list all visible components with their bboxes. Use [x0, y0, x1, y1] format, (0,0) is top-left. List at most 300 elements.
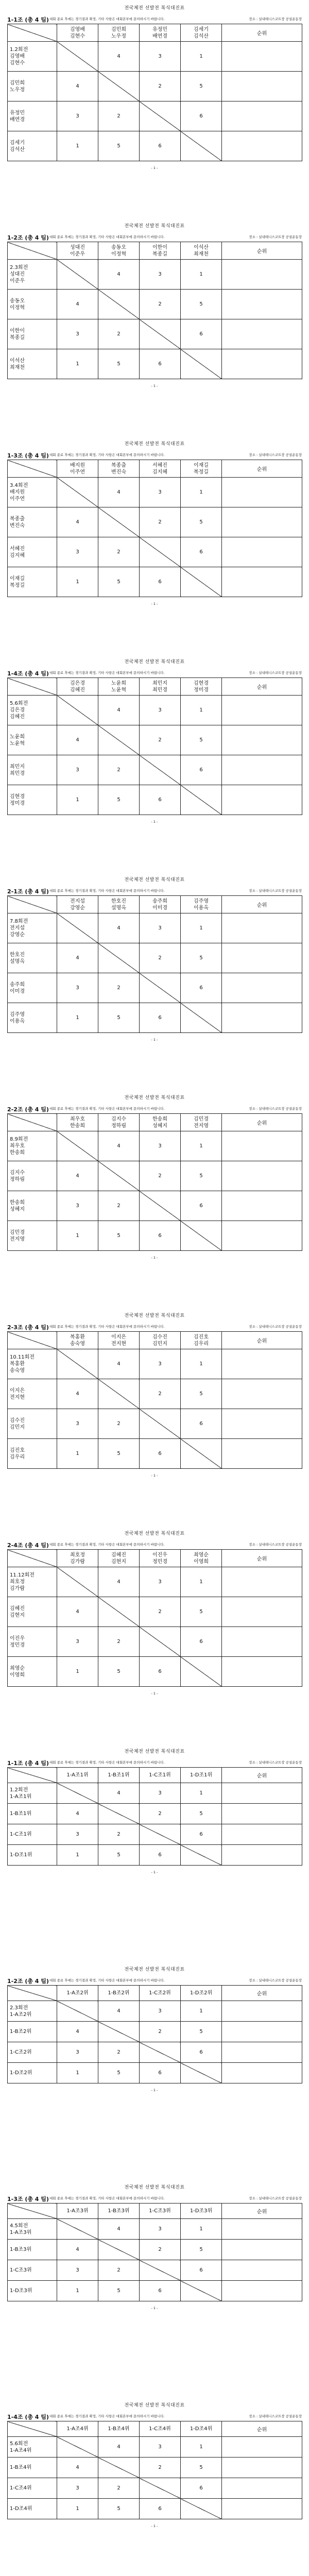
round-label: 1.2회전 [10, 1787, 28, 1793]
team-name: 김은경 [70, 680, 85, 686]
row-team [8, 2063, 57, 2083]
team-name: 김주영 [10, 1011, 25, 1018]
self-match-cell [140, 1409, 181, 1439]
bracket-sheet [0, 436, 309, 654]
bracket-table [7, 677, 302, 815]
page-number: - 1 - [151, 820, 158, 824]
rank-cell [222, 1783, 302, 1804]
self-match-cell [181, 131, 222, 161]
rank-cell [222, 2219, 302, 2240]
match-number: 2 [98, 2042, 140, 2063]
rank-header: 순위 [222, 1332, 302, 1349]
corner-cell [8, 1114, 57, 1131]
match-number: 2 [140, 507, 181, 537]
match-number: 2 [140, 72, 181, 101]
match-number: 4 [98, 42, 140, 72]
bracket-table [7, 24, 302, 161]
self-match-cell [181, 1845, 222, 1866]
venue-label: 장소 : 실내테니스코트장 공설운동장 [249, 17, 302, 21]
match-number: 4 [98, 1131, 140, 1161]
row-team [8, 1783, 57, 1804]
match-number: 4 [98, 478, 140, 507]
team-name: 1-C조4위 [149, 2426, 171, 2432]
row-team [8, 131, 57, 161]
sheet-note: 대회 종료 후에는 경기결과 확정, 기타 사항은 대회본부에 문의하시기 바랍니다. [49, 235, 165, 239]
bracket-table [7, 1331, 302, 1469]
self-match-cell [57, 2001, 98, 2022]
page-number: - 1 - [151, 1256, 158, 1260]
team-name: 김지혜 [10, 552, 25, 558]
self-match-cell [98, 943, 140, 973]
match-number: 6 [140, 2499, 181, 2519]
match-number: 3 [57, 755, 98, 785]
self-match-cell [98, 2022, 140, 2042]
team-name: 1-C조2위 [149, 1990, 171, 1996]
column-team [181, 1114, 222, 1131]
match-number: 2 [98, 101, 140, 131]
rank-cell [222, 2063, 302, 2083]
bracket-sheet [0, 1961, 309, 2179]
rank-cell [222, 349, 302, 379]
self-match-cell [140, 101, 181, 131]
match-number: 6 [181, 2478, 222, 2499]
team-name: 이석산 [194, 244, 209, 250]
rank-cell [222, 1824, 302, 1845]
row-team [8, 507, 57, 537]
rank-cell [222, 2437, 302, 2458]
round-label: 11.12회전 [10, 1572, 35, 1578]
match-number: 1 [181, 2437, 222, 2458]
match-number: 1 [181, 1783, 222, 1804]
match-number: 3 [140, 478, 181, 507]
rank-cell [222, 696, 302, 725]
rank-cell [222, 319, 302, 349]
row-team [8, 349, 57, 379]
self-match-cell [57, 42, 98, 72]
sheet-note: 대회 종료 후에는 경기결과 확정, 기타 사항은 대회본부에 문의하시기 바랍니다. [49, 2196, 165, 2200]
match-number: 2 [140, 2022, 181, 2042]
match-number: 4 [98, 1783, 140, 1804]
team-name: 정민경 [152, 1558, 167, 1565]
row-team [8, 537, 57, 567]
venue-label: 장소 : 실내테니스코트장 공설운동장 [249, 671, 302, 675]
row-team [8, 1191, 57, 1221]
column-team [98, 2421, 140, 2437]
team-name: 김우리 [10, 1454, 25, 1460]
match-number: 3 [57, 1409, 98, 1439]
match-number: 3 [57, 1824, 98, 1845]
round-label: 8.9회전 [10, 1137, 28, 1142]
match-number: 3 [140, 2001, 181, 2022]
rank-cell [222, 101, 302, 131]
match-number: 6 [140, 1003, 181, 1033]
team-name: 1-A조1위 [66, 1772, 89, 1778]
match-number: 6 [140, 1657, 181, 1687]
corner-cell [8, 1332, 57, 1349]
rank-cell [222, 755, 302, 785]
row-team [8, 1824, 57, 1845]
team-name: 1-C조1위 [10, 1832, 32, 1837]
match-number: 1 [57, 349, 98, 379]
match-number: 3 [140, 42, 181, 72]
match-number: 5 [98, 785, 140, 815]
team-name: 이지은 [111, 1334, 126, 1340]
match-number: 2 [98, 2260, 140, 2281]
bracket-sheet [0, 218, 309, 436]
self-match-cell [98, 72, 140, 101]
column-team [98, 678, 140, 696]
bracket-table [7, 2203, 302, 2301]
team-name: 배지원 [10, 489, 25, 495]
rank-cell [222, 1627, 302, 1657]
sheet-title: 전국체전 선발전 복식대진표 [124, 877, 185, 883]
sheet-title: 전국체전 선발전 복식대진표 [124, 2403, 185, 2408]
sheet-note: 대회 종료 후에는 경기결과 확정, 기타 사항은 대회본부에 문의하시기 바랍니다. [49, 1543, 165, 1547]
sheet-title: 전국체전 선발전 복식대진표 [124, 1749, 185, 1754]
bracket-sheet [0, 1526, 309, 1743]
team-name: 강영순 [10, 932, 25, 938]
rank-header: 순위 [222, 1550, 302, 1567]
team-name: 최우호 [70, 1116, 85, 1122]
match-number: 1 [181, 260, 222, 290]
team-name: 1-B조1위 [108, 1772, 130, 1778]
match-number: 3 [57, 973, 98, 1003]
team-name: 이주연 [10, 496, 25, 502]
bracket-sheet [0, 2397, 309, 2576]
match-number: 6 [181, 2042, 222, 2063]
self-match-cell [57, 1349, 98, 1379]
corner-cell [8, 2421, 57, 2437]
team-name: 1-D조2위 [10, 2070, 32, 2076]
bracket-sheet [0, 654, 309, 872]
match-number: 6 [140, 2063, 181, 2083]
team-name: 송숙영 [10, 1368, 25, 1374]
match-number: 3 [57, 2478, 98, 2499]
self-match-cell [181, 2499, 222, 2519]
team-name: 김현지 [10, 1612, 25, 1618]
team-name: 김가람 [70, 1558, 85, 1565]
team-name: 1-D조3위 [10, 2288, 32, 2294]
column-team [57, 460, 98, 478]
match-number: 4 [57, 725, 98, 755]
match-number: 5 [181, 1804, 222, 1824]
team-name: 김현지 [111, 1558, 126, 1565]
team-name: 김은경 [10, 707, 25, 713]
team-name: 설명옥 [111, 905, 126, 911]
rank-cell [222, 567, 302, 597]
match-number: 1 [57, 131, 98, 161]
column-team [181, 2204, 222, 2219]
sheet-note: 대회 종료 후에는 경기결과 확정, 기타 사항은 대회본부에 문의하시기 바랍니다. [49, 1107, 165, 1111]
match-number: 3 [57, 2260, 98, 2281]
column-team [181, 460, 222, 478]
match-number: 4 [57, 2458, 98, 2478]
sheet-title: 전국체전 선발전 복식대진표 [124, 1531, 185, 1536]
team-name: 김세기 [10, 140, 25, 146]
match-number: 5 [98, 2281, 140, 2301]
team-name: 1-C조4위 [10, 2485, 32, 2491]
match-number: 3 [140, 260, 181, 290]
rank-header: 순위 [222, 896, 302, 913]
bracket-sheet [0, 1308, 309, 1526]
rank-header: 순위 [222, 678, 302, 696]
self-match-cell [181, 567, 222, 597]
page-number: - 1 - [151, 1473, 158, 1478]
team-name: 1-A조3위 [10, 2229, 32, 2235]
team-name: 1-D조4위 [10, 2506, 32, 2512]
column-team [98, 1114, 140, 1131]
match-number: 2 [98, 1409, 140, 1439]
team-name: 1-C조1위 [149, 1772, 171, 1778]
sheet-note: 대회 종료 후에는 경기결과 확정, 기타 사항은 대회본부에 문의하시기 바랍니다. [49, 1760, 165, 1765]
row-team [8, 1131, 57, 1161]
match-number: 1 [57, 2063, 98, 2083]
match-number: 3 [57, 1627, 98, 1657]
bracket-table [7, 1985, 302, 2083]
team-name: 설명옥 [10, 958, 25, 964]
sheet-title: 전국체전 선발전 복식대진표 [124, 224, 185, 229]
self-match-cell [181, 785, 222, 815]
match-number: 6 [181, 2260, 222, 2281]
rank-header: 순위 [222, 2421, 302, 2437]
column-team [57, 1114, 98, 1131]
team-name: 김주영 [194, 898, 209, 904]
row-team [8, 696, 57, 725]
sheet-title: 전국체전 선발전 복식대진표 [124, 659, 185, 665]
team-name: 정미경 [194, 687, 209, 693]
team-name: 이진우 [152, 1552, 167, 1558]
match-number: 5 [98, 1003, 140, 1033]
column-team [98, 1768, 140, 1783]
round-label: 1.2회전 [10, 47, 28, 53]
rank-cell [222, 2260, 302, 2281]
match-number: 2 [140, 2240, 181, 2260]
venue-label: 장소 : 실내테니스코트장 공설운동장 [249, 453, 302, 457]
team-name: 이용옥 [194, 905, 209, 911]
match-number: 3 [140, 2219, 181, 2240]
team-name: 김진호 [10, 1447, 25, 1453]
team-name: 한송희 [152, 1116, 167, 1122]
rank-header: 순위 [222, 460, 302, 478]
match-number: 3 [140, 913, 181, 943]
row-team [8, 101, 57, 131]
team-name: 노윤희 [10, 734, 25, 740]
sheet-title: 전국체전 선발전 복식대진표 [124, 1967, 185, 1972]
row-team [8, 72, 57, 101]
venue-label: 장소 : 실내테니스코트장 공설운동장 [249, 1107, 302, 1111]
round-label: 4.5회전 [10, 2223, 28, 2229]
match-number: 1 [57, 785, 98, 815]
rank-cell [222, 943, 302, 973]
team-name: 이미경 [10, 988, 25, 994]
team-name: 한송희 [10, 1199, 25, 1206]
match-number: 2 [140, 1161, 181, 1191]
match-number: 1 [181, 1131, 222, 1161]
sheet-title: 전국체전 선발전 복식대진표 [124, 6, 185, 11]
row-team [8, 1597, 57, 1627]
match-number: 2 [140, 725, 181, 755]
match-number: 2 [140, 1804, 181, 1824]
match-number: 4 [57, 1804, 98, 1824]
group-name: 2-2조 (총 4 팀) [7, 1106, 49, 1113]
match-number: 2 [98, 1824, 140, 1845]
team-name: 이미경 [152, 905, 167, 911]
rank-cell [222, 1221, 302, 1251]
team-name: 김석산 [10, 146, 25, 152]
match-number: 1 [181, 696, 222, 725]
match-number: 4 [57, 507, 98, 537]
team-name: 최민지 [10, 764, 25, 770]
bracket-sheet [0, 1743, 309, 1961]
corner-cell [8, 896, 57, 913]
match-number: 3 [57, 101, 98, 131]
team-name: 배연경 [152, 33, 167, 39]
team-name: 김수진 [152, 1334, 167, 1340]
match-number: 5 [98, 2063, 140, 2083]
team-name: 복홍환 [10, 1361, 25, 1367]
match-number: 1 [181, 2219, 222, 2240]
match-number: 2 [98, 537, 140, 567]
row-team [8, 755, 57, 785]
match-number: 2 [140, 943, 181, 973]
self-match-cell [98, 290, 140, 319]
team-name: 전지영 [10, 1236, 25, 1242]
match-number: 5 [98, 1845, 140, 1866]
team-name: 서혜진 [152, 462, 167, 468]
match-number: 6 [181, 1191, 222, 1221]
match-number: 5 [181, 2240, 222, 2260]
team-name: 1-D조4위 [190, 2426, 213, 2432]
team-name: 유정민 [10, 110, 25, 116]
self-match-cell [98, 2458, 140, 2478]
sheet-title: 전국체전 선발전 복식대진표 [124, 1095, 185, 1100]
group-name: 2-3조 (총 4 팀) [7, 1324, 49, 1331]
column-team [181, 1986, 222, 2001]
rank-cell [222, 507, 302, 537]
page-number: - 1 - [151, 384, 158, 388]
self-match-cell [98, 1804, 140, 1824]
team-name: 김민희 [10, 80, 25, 86]
match-number: 3 [57, 537, 98, 567]
team-name: 김지수 [111, 1116, 126, 1122]
rank-cell [222, 2001, 302, 2022]
match-number: 5 [181, 1597, 222, 1627]
rank-header: 순위 [222, 1114, 302, 1131]
match-number: 6 [181, 973, 222, 1003]
row-team [8, 2499, 57, 2519]
match-number: 5 [181, 1161, 222, 1191]
row-team [8, 567, 57, 597]
rank-cell [222, 1349, 302, 1379]
team-name: 1-B조3위 [10, 2247, 32, 2252]
round-label: 7.8회전 [10, 919, 28, 924]
row-team [8, 785, 57, 815]
rank-cell [222, 1161, 302, 1191]
team-name: 최민경 [152, 687, 167, 693]
match-number: 4 [98, 2001, 140, 2022]
row-team [8, 1409, 57, 1439]
match-number: 3 [57, 2042, 98, 2063]
rank-cell [222, 42, 302, 72]
column-team [57, 896, 98, 913]
team-name: 1-D조1위 [10, 1852, 32, 1858]
row-team [8, 260, 57, 290]
team-name: 김수진 [10, 1417, 25, 1423]
rank-cell [222, 1567, 302, 1597]
venue-label: 장소 : 실내테니스코트장 공설운동장 [249, 2414, 302, 2418]
team-name: 정미경 [10, 800, 25, 806]
self-match-cell [98, 2240, 140, 2260]
row-team [8, 2022, 57, 2042]
match-number: 3 [140, 2437, 181, 2458]
match-number: 1 [181, 1349, 222, 1379]
team-name: 정민경 [10, 1642, 25, 1648]
column-team [57, 1768, 98, 1783]
corner-cell [8, 1768, 57, 1783]
match-number: 2 [98, 2478, 140, 2499]
match-number: 5 [181, 725, 222, 755]
rank-cell [222, 1657, 302, 1687]
team-name: 김민경 [10, 1229, 25, 1235]
team-name: 이영희 [10, 1672, 25, 1678]
self-match-cell [140, 2260, 181, 2281]
column-team [140, 1550, 181, 1567]
team-name: 이석산 [10, 358, 25, 364]
rank-cell [222, 260, 302, 290]
sheet-title: 전국체전 선발전 복식대진표 [124, 1313, 185, 1318]
column-team [181, 678, 222, 696]
rank-cell [222, 1439, 302, 1469]
row-team [8, 319, 57, 349]
rank-header: 순위 [222, 24, 302, 42]
match-number: 6 [181, 319, 222, 349]
column-team [181, 242, 222, 260]
team-name: 김현경 [10, 793, 25, 800]
row-team [8, 2240, 57, 2260]
page-number: - 1 - [151, 2088, 158, 2092]
team-name: 이영희 [194, 1558, 209, 1565]
rank-cell [222, 2042, 302, 2063]
team-name: 성대진 [70, 244, 85, 250]
team-name: 김가람 [10, 1586, 25, 1591]
match-number: 1 [181, 478, 222, 507]
team-name: 노윤혁 [10, 740, 25, 747]
venue-label: 장소 : 실내테니스코트장 공설운동장 [249, 2196, 302, 2200]
group-name: 1-4조 (총 4 팀) [7, 2414, 49, 2420]
corner-cell [8, 678, 57, 696]
rank-cell [222, 2499, 302, 2519]
sheet-note: 대회 종료 후에는 경기결과 확정, 기타 사항은 대회본부에 문의하시기 바랍니다. [49, 17, 165, 21]
match-number: 2 [98, 755, 140, 785]
row-team [8, 2478, 57, 2499]
match-number: 6 [181, 755, 222, 785]
team-name: 최영순 [194, 1552, 209, 1558]
column-team [140, 1114, 181, 1131]
self-match-cell [57, 1783, 98, 1804]
self-match-cell [140, 319, 181, 349]
self-match-cell [57, 2219, 98, 2240]
group-name: 2-1조 (총 4 팀) [7, 888, 49, 895]
match-number: 3 [140, 1567, 181, 1597]
row-team [8, 1003, 57, 1033]
match-number: 1 [57, 1439, 98, 1469]
self-match-cell [140, 537, 181, 567]
match-number: 3 [140, 1131, 181, 1161]
match-number: 6 [140, 785, 181, 815]
team-name: 1-B조4위 [108, 2426, 130, 2432]
team-name: 최호정 [70, 1552, 85, 1558]
rank-header: 순위 [222, 1768, 302, 1783]
